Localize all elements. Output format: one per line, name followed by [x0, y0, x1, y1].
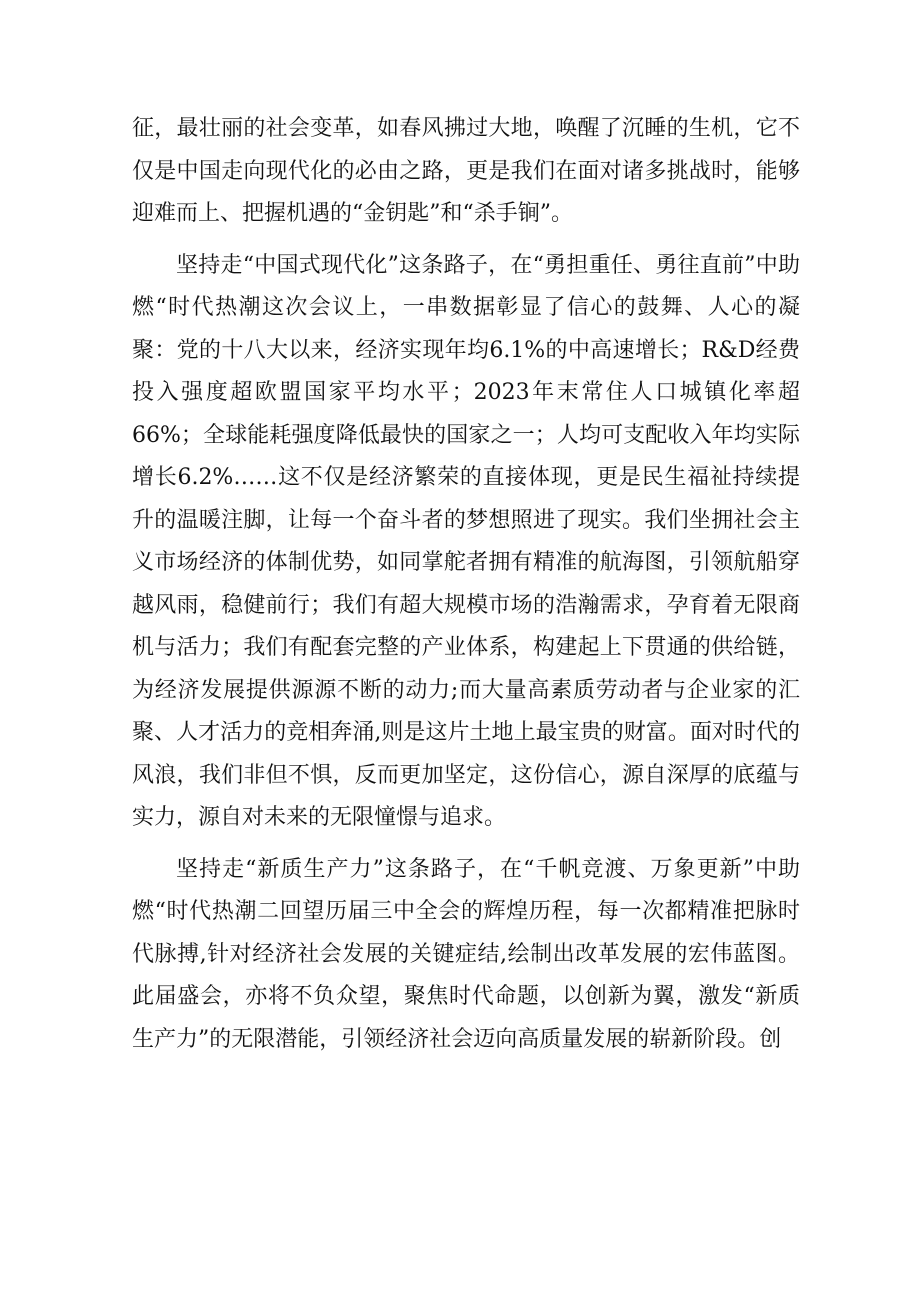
body-text — [132, 108, 800, 1061]
paragraph-new-quality-productivity: 坚持走“新质生产力”这条路子，在“千帆竞渡、万象更新”中助燃“时代热潮二回望历届三中全会的辉煌历程，每一次都精准把脉时代脉搏,针对经济社会发展的关键症结,绘制出改革发展的宏伟蓝图。此届盛会，亦将不负众望，聚焦时代命题，以创新为翼，激发“新质生产力”的无限潜能，引领经济社会迈向高质量发展的崭新阶段。创 — [132, 856, 800, 1052]
paragraph-chinese-modernization: 坚持走“中国式现代化”这条路子，在“勇担重任、勇往直前”中助燃“时代热潮这次会议上，一串数据彰显了信心的鼓舞、人心的凝聚：党的十八大以来，经济实现年均6.1%的中高速增长；R&D经费投入强度超欧盟国家平均水平；2023年末常住人口城镇化率超66%；全球能耗强度降低最快的国家之一；人均可支配收入年均实际增长6.2%……这不仅是经济繁荣的直接体现，更是民生福祉持续提升的温暖注脚，让每一个奋斗者的梦想照进了现实。我们坐拥社会主义市场经济的体制优势，如同掌舵者拥有精准的航海图，引领航船穿越风雨，稳健前行；我们有超大规模市场的浩瀚需求，孕育着无限商机与活力；我们有配套完整的产业体系，构建起上下贯通的供给链，为经济发展提供源源不断的动力;而大量高素质劳动者与企业家的汇聚、人才活力的竞相奔涌,则是这片土地上最宝贵的财富。面对时代的风浪，我们非但不惧，反而更加坚定，这份信心，源自深厚的底蕴与实力，源自对未来的无限憧憬与追求。 — [132, 252, 800, 830]
paragraph-continued: 征，最壮丽的社会变革，如春风拂过大地，唤醒了沉睡的生机，它不仅是中国走向现代化的必由之路，更是我们在面对诸多挑战时，能够迎难而上、把握机遇的“金钥匙”和“杀手锏”。 — [132, 116, 800, 226]
